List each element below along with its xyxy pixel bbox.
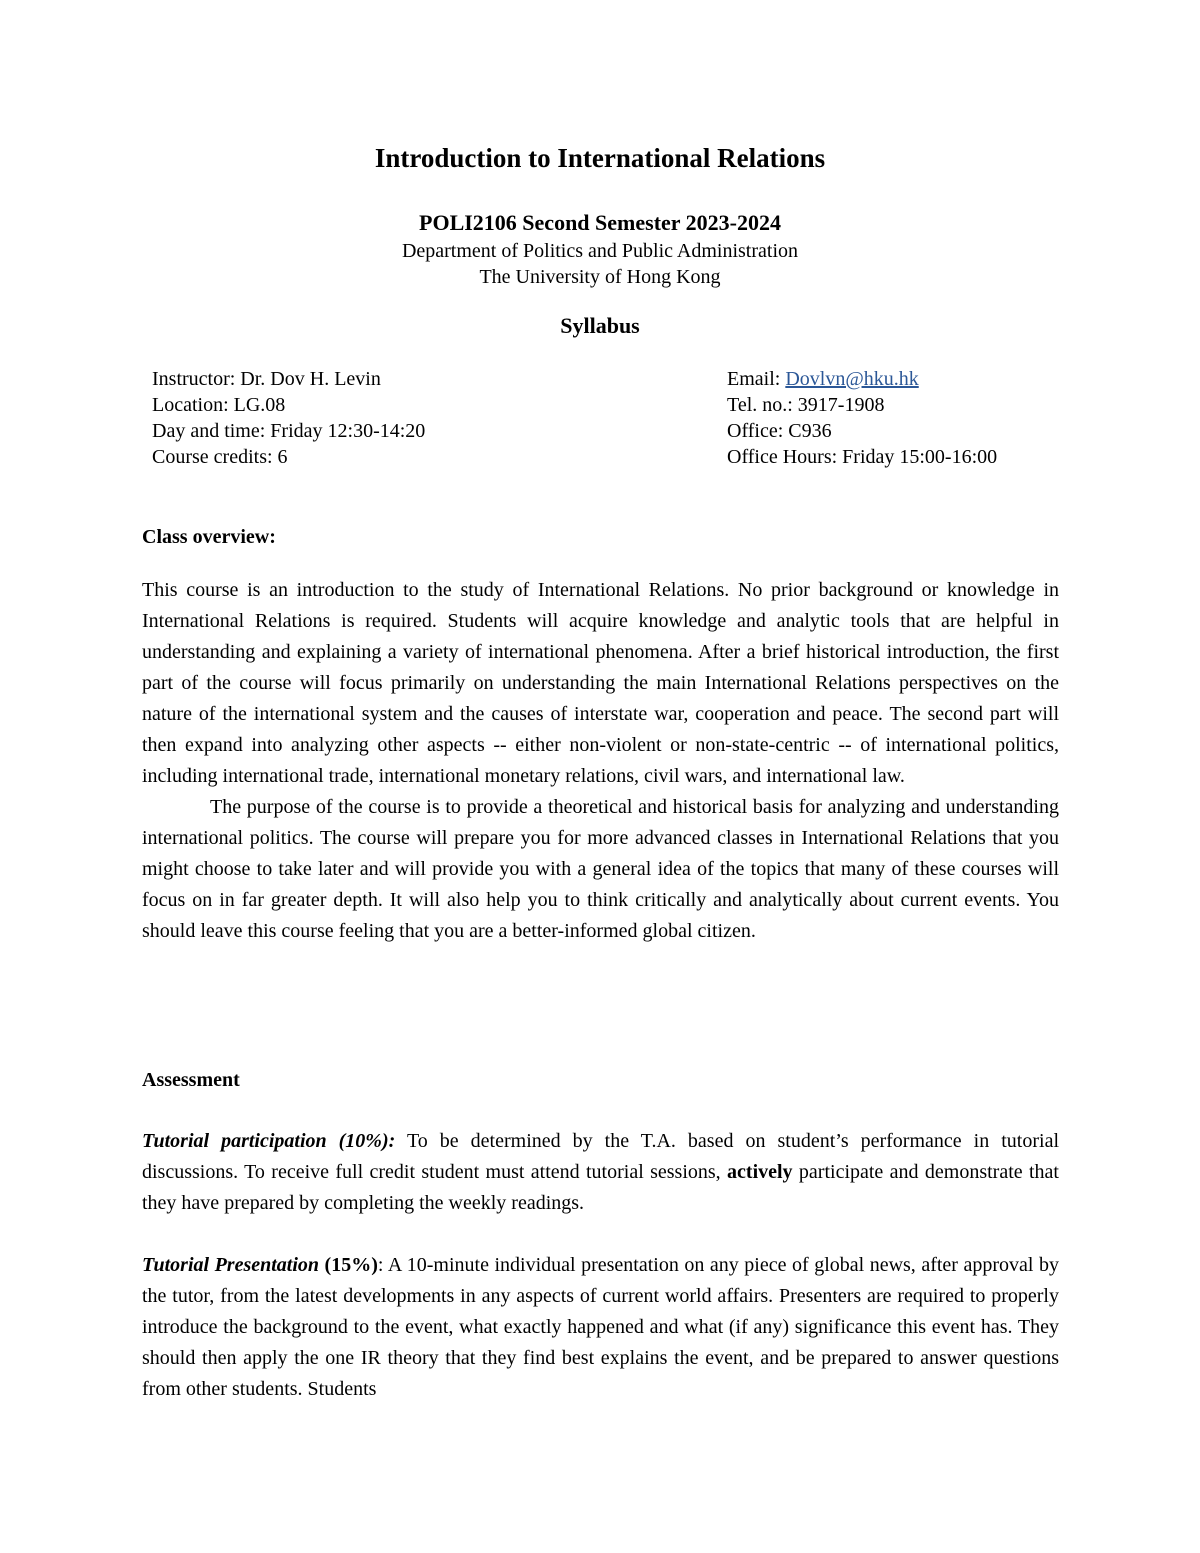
- assessment-heading: Assessment: [142, 1069, 240, 1091]
- overview-heading: Class overview:: [142, 526, 276, 548]
- credits-line: Course credits: 6: [152, 446, 288, 468]
- syllabus-heading: Syllabus: [560, 313, 640, 338]
- participation-label: Tutorial participation (10%):: [142, 1130, 396, 1152]
- presentation-paragraph: [142, 1250, 1059, 1405]
- department-name: Department of Politics and Public Administration: [401, 240, 799, 262]
- email-line: [727, 366, 997, 392]
- office-hours-line: Office Hours: Friday 15:00-16:00: [727, 446, 998, 468]
- overview-section: [142, 575, 1059, 947]
- tel-line: Tel. no.: 3917-1908: [727, 394, 885, 416]
- email-link[interactable]: Dovlvn@hku.hk: [785, 368, 919, 390]
- participation-emphasis: actively: [727, 1161, 793, 1183]
- course-info-left: [152, 366, 425, 470]
- document-title: Introduction to International Relations: [374, 143, 826, 173]
- location-line: Location: LG.08: [152, 394, 286, 416]
- course-info-right: [727, 366, 997, 470]
- presentation-percent: (15%): [319, 1254, 378, 1276]
- overview-paragraph-2: The purpose of the course is to provide a theoretical and historical basis for analyzing and understanding international politics. The course will prepare you for more advanced classes in International Relations that you might choose to take later and will provide you with a general idea of the topics that many of these courses will focus on in far greater depth. It will also help you to think critically and analytically about current events. You should leave this course feeling that you are a better-informed global citizen.: [142, 796, 1059, 942]
- overview-paragraph-1: This course is an introduction to the study of International Relations. No prior background or knowledge in International Relations is required. Students will acquire knowledge and analytic tools that are helpful in understanding and explaining a variety of international phenomena. After a brief historical introduction, the first part of the course will focus primarily on understanding the main International Relations perspectives on the nature of the international system and the causes of interstate war, cooperation and peace. The second part will then expand into analyzing other aspects -- either non-violent or non-state-centric -- of international politics, including international trade, international monetary relations, civil wars, and international law.: [142, 579, 1059, 787]
- day-time-line: Day and time: Friday 12:30-14:20: [152, 420, 426, 442]
- instructor-line: Instructor: Dr. Dov H. Levin: [152, 368, 381, 390]
- presentation-text: : A 10-minute individual presentation on any piece of global news, after approval by the tutor, from the latest developments in any aspects of current world affairs. Presenters are required to properly introduce the background to the event, what exactly happened and what (if any) significance this event has. They should then apply the one IR theory that they find best explains the event, and be prepared to answer questions from other students. Students: [142, 1254, 1059, 1400]
- office-line: Office: C936: [727, 420, 832, 442]
- email-label: Email:: [727, 368, 786, 390]
- participation-paragraph: [142, 1126, 1059, 1219]
- participation-text-1: To be determined by the T.A. based on student’s performance in tutorial discussions. To receive full credit student must attend tutorial sessions,: [142, 1130, 1060, 1183]
- university-name: The University of Hong Kong: [479, 266, 721, 288]
- participation-text-2: participate and demonstrate that they have prepared by completing the weekly readings.: [142, 1161, 1059, 1214]
- course-code: POLI2106 Second Semester 2023-2024: [419, 210, 781, 235]
- presentation-label: Tutorial Presentation: [142, 1254, 320, 1276]
